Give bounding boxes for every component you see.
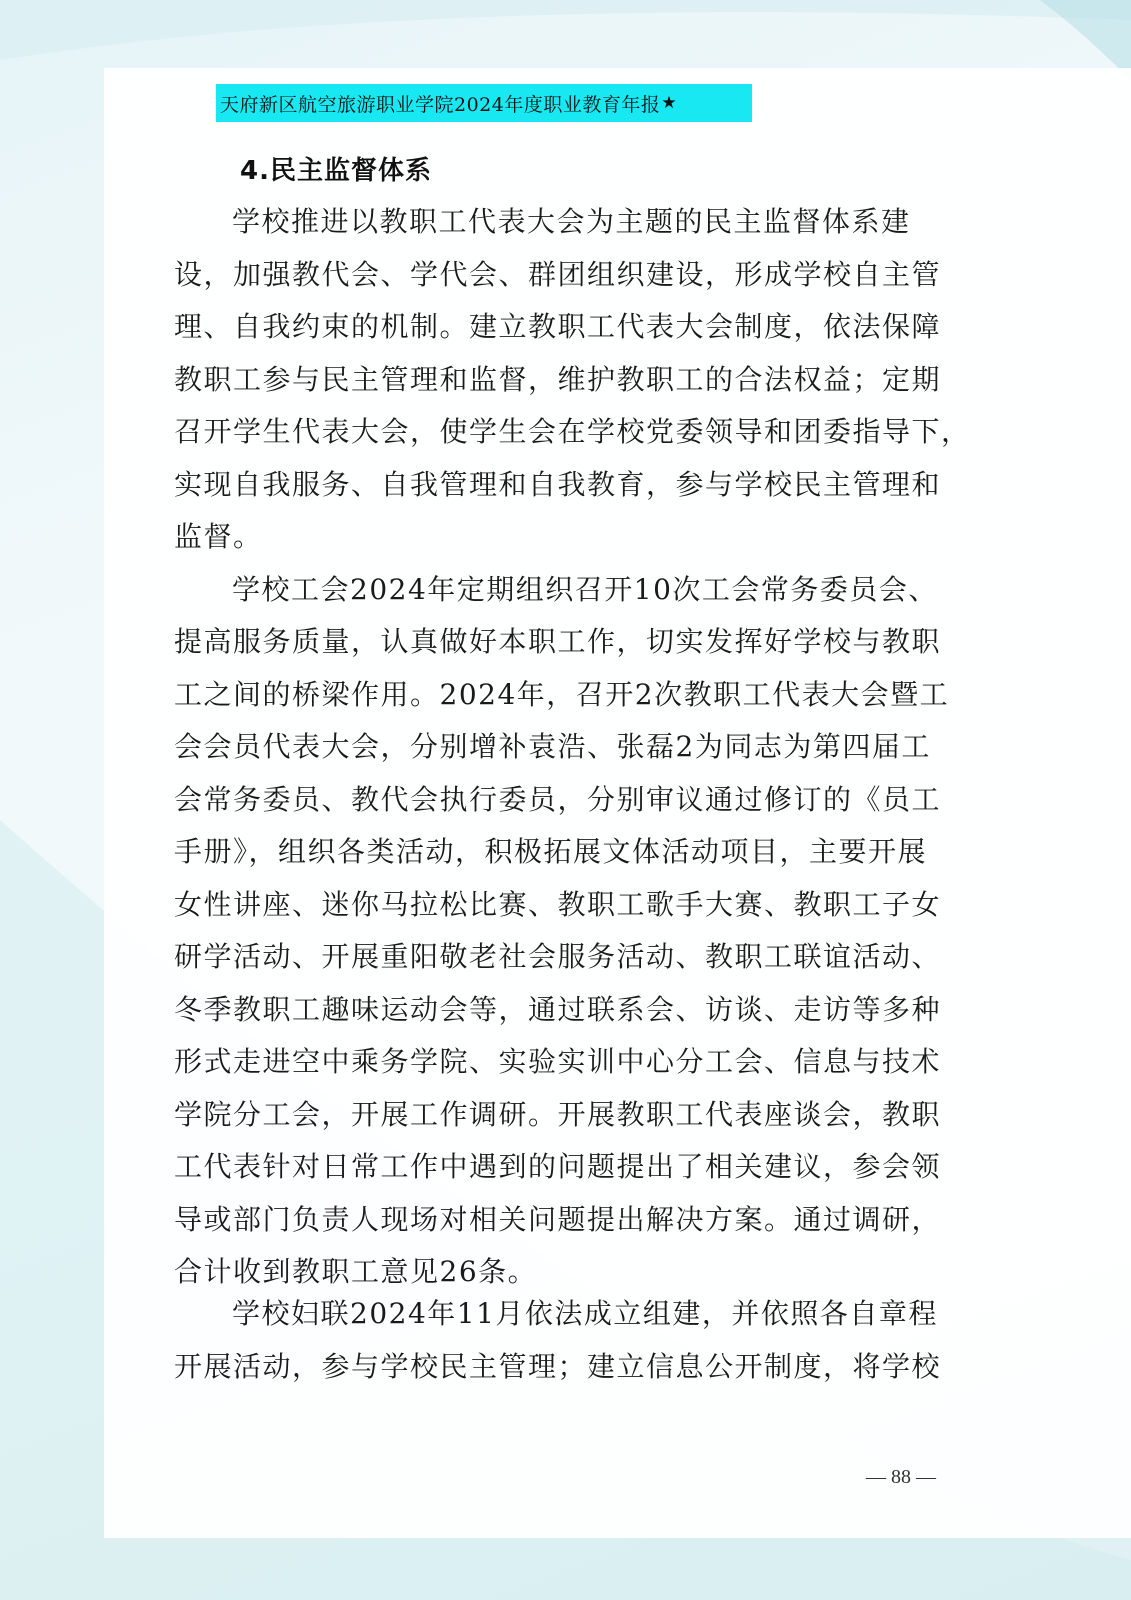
paragraph-line: 工代表针对日常工作中遇到的问题提出了相关建议，参会领 [174,1150,942,1183]
paragraph-line: 学院分工会，开展工作调研。开展教职工代表座谈会，教职 [174,1097,942,1131]
report-header-banner [216,84,752,122]
paragraph-line: 实现自我服务、自我管理和自我教育，参与学校民主管理和 [174,467,942,501]
paragraph-line: 导或部门负责人现场对相关问题提出解决方案。通过调研， [174,1202,942,1236]
paragraph-line: 教职工参与民主管理和监督，维护教职工的合法权益；定期 [174,362,942,396]
paragraph-line: 冬季教职工趣味运动会等，通过联系会、访谈、走访等多种 [174,992,942,1026]
paragraph-line: 学校推进以教职工代表大会为主题的民主监督体系建 [232,205,911,238]
section-heading: 4.民主监督体系 [240,156,432,186]
paragraph-line: 理、自我约束的机制。建立教职工代表大会制度，依法保障 [174,310,942,343]
paragraph-line: 学校工会2024年定期组织召开10次工会常务委员会、 [232,572,938,606]
paragraph-line: 合计收到教职工意见26条。 [174,1255,538,1288]
report-title: 天府新区航空旅游职业学院2024年度职业教育年报 [220,93,661,116]
paragraph-line: 手册》，组织各类活动，积极拓展文体活动项目，主要开展 [174,835,928,868]
page-number: — 88 — [866,1466,936,1488]
paragraph-line: 设，加强教代会、学代会、群团组织建设，形成学校自主管 [174,257,942,291]
paragraph-line: 召开学生代表大会，使学生会在学校党委领导和团委指导下， [174,415,971,448]
paragraph-line: 工之间的桥梁作用。2024年，召开2次教职工代表大会暨工 [174,677,950,711]
paragraph-line: 会会员代表大会，分别增补袁浩、张磊2为同志为第四届工 [174,730,931,763]
paragraph-line: 监督。 [174,520,263,553]
paragraph-line: 会常务委员、教代会执行委员，分别审议通过修订的《员工 [174,782,942,816]
paragraph-line: 研学活动、开展重阳敬老社会服务活动、教职工联谊活动、 [174,940,942,973]
paragraph-line: 提高服务质量，认真做好本职工作，切实发挥好学校与教职 [174,625,942,658]
paragraph-line: 女性讲座、迷你马拉松比赛、教职工歌手大赛、教职工子女 [174,887,942,921]
paragraph-line: 形式走进空中乘务学院、实验实训中心分工会、信息与技术 [174,1045,942,1078]
star-icon: ★ [661,93,678,113]
paragraph-line: 学校妇联2024年11月依法成立组建，并依照各自章程 [232,1297,938,1330]
paragraph-line: 开展活动，参与学校民主管理；建立信息公开制度，将学校 [174,1349,942,1383]
